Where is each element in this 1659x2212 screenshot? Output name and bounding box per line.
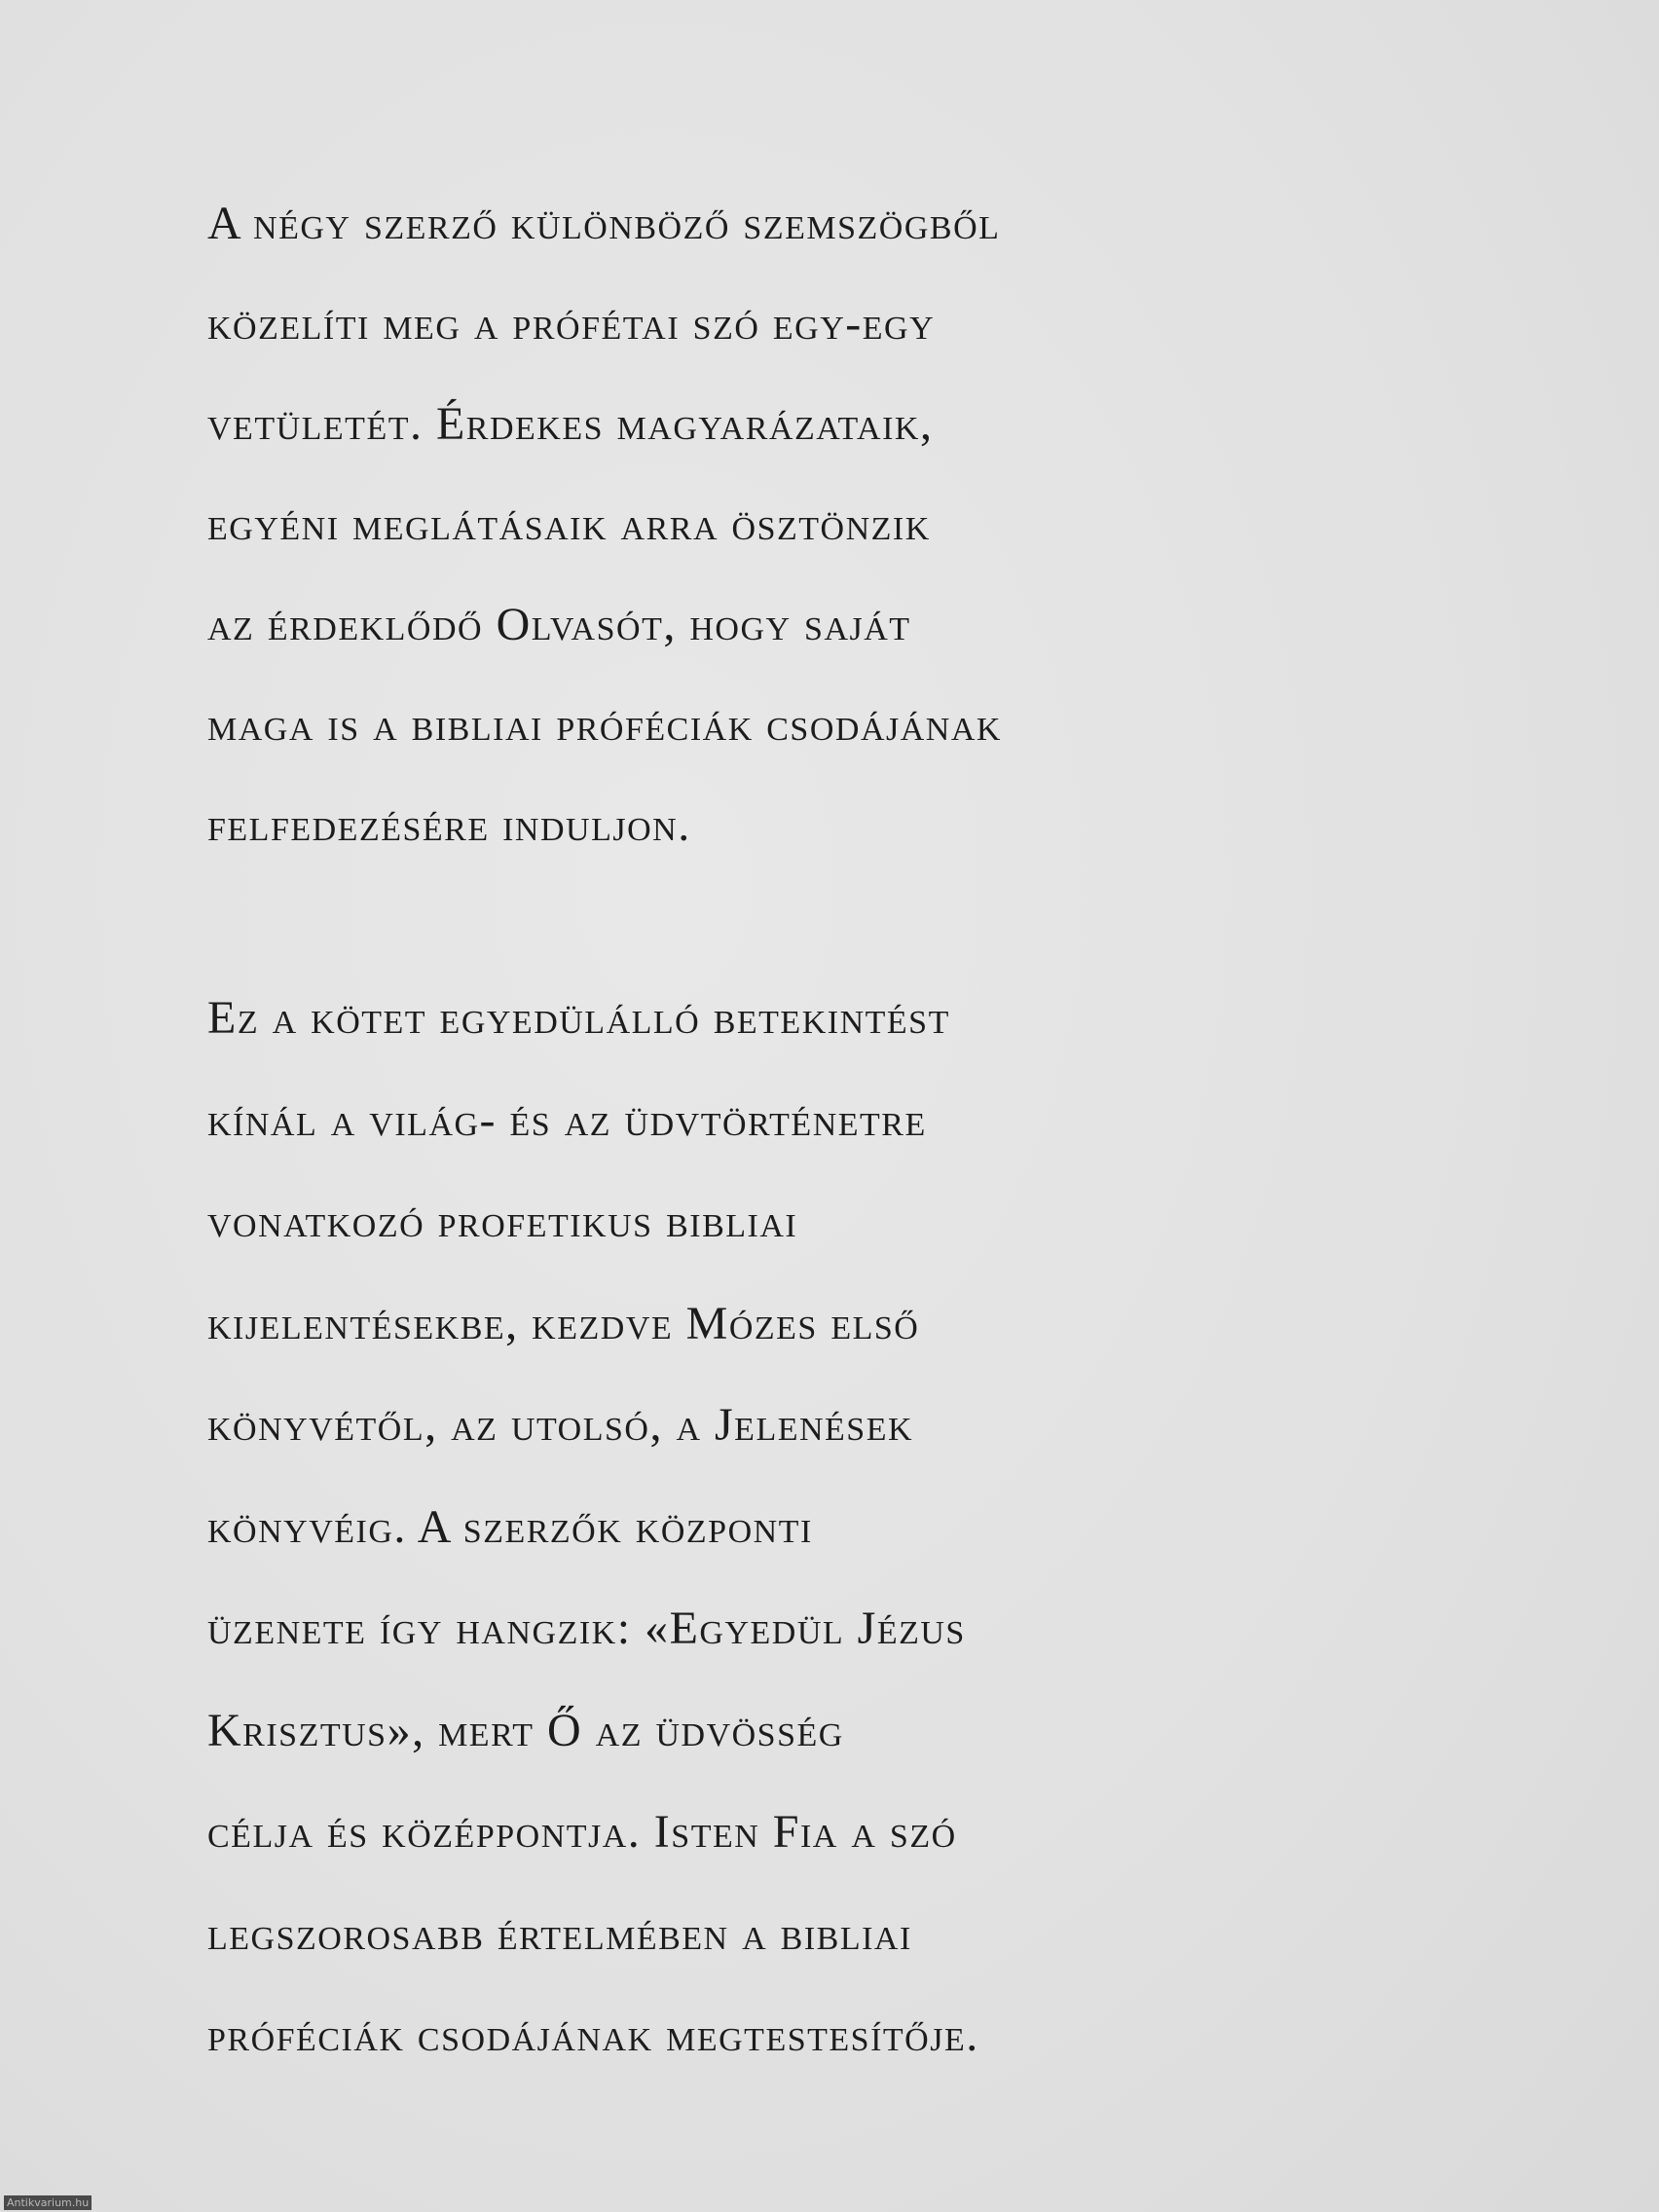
paragraph-1 bbox=[207, 173, 1327, 875]
text-line: célja és középpontja. Isten Fia a szó bbox=[207, 1806, 957, 1858]
text-line: próféciák csodájának megtestesítője. bbox=[207, 2009, 979, 2061]
text-line: könyvéig. A szerzők központi bbox=[207, 1500, 813, 1553]
text-line: egyéni meglátásaik arra ösztönzik bbox=[207, 498, 931, 550]
text-line: üzenete így hangzik: «Egyedül Jézus bbox=[207, 1603, 966, 1654]
text-line: kínál a világ- és az üdvtörténetre bbox=[207, 1093, 927, 1146]
text-line: Krisztus», mert Ő az üdvösség bbox=[207, 1704, 844, 1756]
text-line: kijelentésekbe, kezdve Mózes első bbox=[207, 1297, 920, 1349]
text-line: az érdeklődő Olvasót, hogy saját bbox=[207, 599, 911, 650]
text-line: vonatkozó profetikus bibliai bbox=[207, 1196, 798, 1247]
text-line: legszorosabb értelmében a bibliai bbox=[207, 1907, 912, 1960]
text-line: Ez a kötet egyedülálló betekintést bbox=[207, 992, 950, 1044]
paragraph-2 bbox=[207, 968, 1327, 2087]
text-line: vetületét. Érdekes magyarázataik, bbox=[207, 398, 934, 450]
text-line: közelíti meg a prófétai szó egy-egy bbox=[207, 298, 936, 350]
text-line: A négy szerző különböző szemszögből bbox=[207, 198, 1001, 249]
watermark: Antikvarium.hu bbox=[4, 2195, 92, 2210]
text-line: felfedezésére induljon. bbox=[207, 799, 691, 851]
text-line: könyvétől, az utolsó, a Jelenések bbox=[207, 1399, 914, 1451]
text-line: maga is a bibliai próféciák csodájának bbox=[207, 699, 1002, 751]
